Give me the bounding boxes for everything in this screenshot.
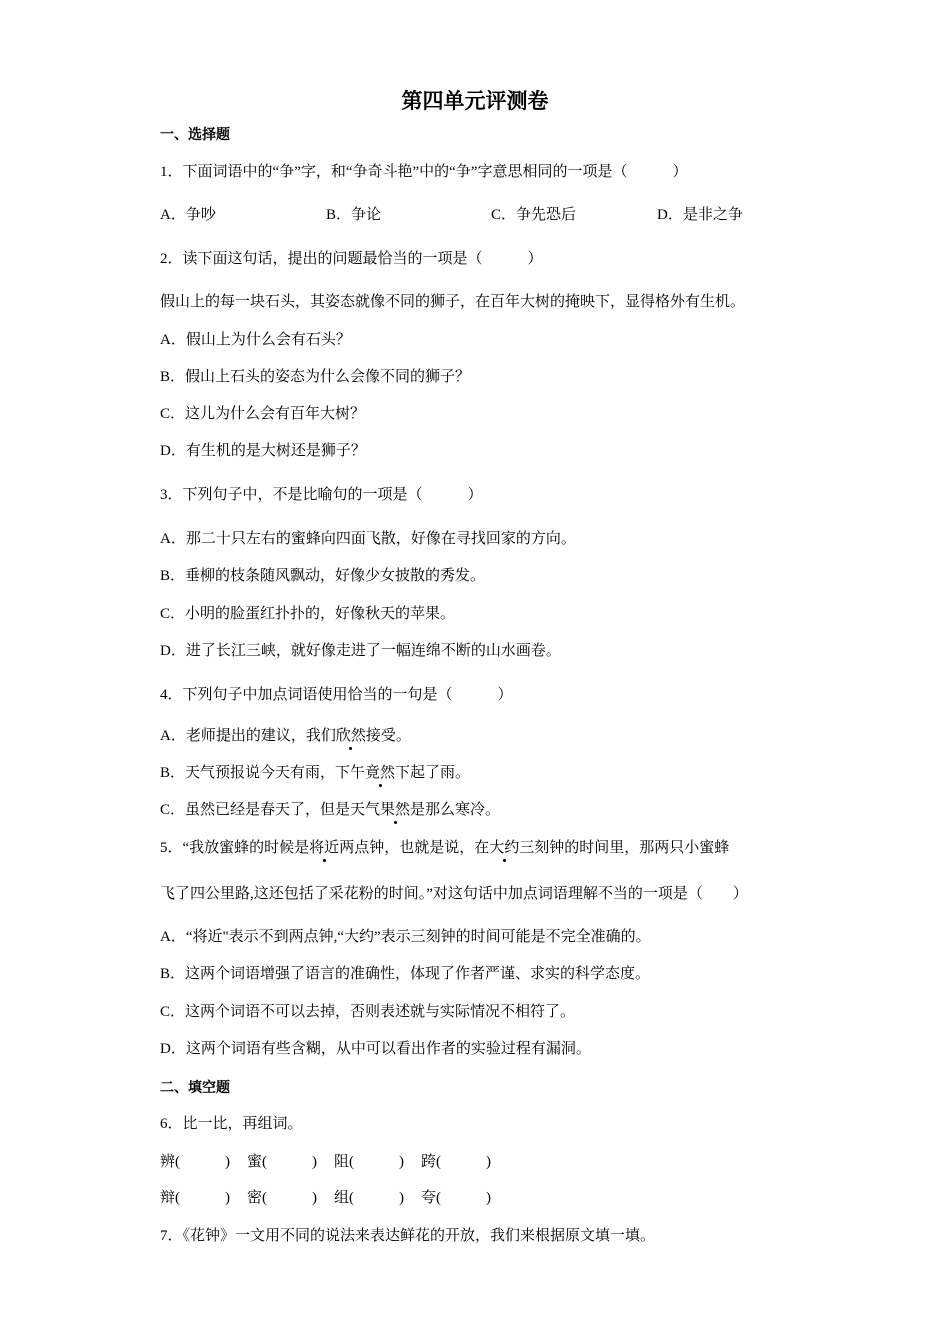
q2-option-d: D．有生机的是大树还是狮子？ [160, 443, 366, 459]
q4-b-dotted-word: 竟然 [365, 765, 396, 781]
question-5-stem-line1 [160, 838, 729, 858]
section-heading-fill: 二、填空题 [160, 1080, 230, 1096]
q4-option-c [160, 800, 500, 820]
q2-option-b: B．假山上石头的姿态为什么会像不同的狮子？ [160, 369, 471, 385]
q5-dotted-word-1: 将近 [309, 840, 340, 856]
question-7-stem: 7．《花钟》一文用不同的说法来表达鲜花的开放，我们来根据原文填一填。 [160, 1228, 656, 1244]
q6-row1-item-1: 辨( ) [160, 1154, 230, 1170]
q6-row1-item-3: 阻( ) [334, 1154, 404, 1170]
q3-option-b: B．垂柳的枝条随风飘动，好像少女披散的秀发。 [160, 568, 486, 584]
q5-text-3: 三刻钟的时间里，那两只小蜜蜂 [519, 840, 730, 856]
q1-option-a: A．争吵 [160, 207, 216, 223]
q6-row1-item-2: 蜜( ) [247, 1154, 317, 1170]
q4-b-text: B．天气预报说今天有雨，下午 [160, 765, 366, 781]
q5-dotted-word-2: 大约 [489, 840, 520, 856]
question-5-stem-line2: 飞了四公里路,这还包括了采花粉的时间。”对这句话中加点词语理解不当的一项是（ ） [160, 886, 748, 902]
q4-a-dotted-word: 欣然 [335, 728, 366, 744]
q1-option-b: B．争论 [326, 207, 382, 223]
section-heading-choice: 一、选择题 [160, 127, 230, 143]
q4-b-text-end: 下起了雨。 [395, 765, 471, 781]
question-3-stem: 3．下列句子中，不是比喻句的一项是（ ） [160, 487, 483, 503]
q6-row1-item-4: 跨( ) [421, 1154, 491, 1170]
question-2-passage: 假山上的每一块石头，其姿态就像不同的狮子，在百年大树的掩映下，显得格外有生机。 [160, 294, 746, 310]
q6-row2-item-1: 辩( ) [160, 1190, 230, 1206]
q5-text-1: 5．“我放蜜蜂的时候是 [160, 840, 310, 856]
q4-option-b [160, 763, 470, 783]
q5-option-b: B．这两个词语增强了语言的准确性，体现了作者严谨、求实的科学态度。 [160, 966, 651, 982]
question-2-stem: 2．读下面这句话，提出的问题最恰当的一项是（ ） [160, 251, 543, 267]
q2-option-a: A．假山上为什么会有石头？ [160, 332, 351, 348]
q4-c-text-end: 是那么寒冷。 [410, 802, 501, 818]
q5-option-c: C．这两个词语不可以去掉，否则表述就与实际情况不相符了。 [160, 1004, 576, 1020]
q3-option-a: A．那二十只左右的蜜蜂向四面飞散，好像在寻找回家的方向。 [160, 531, 576, 547]
q1-option-d: D．是非之争 [657, 207, 743, 223]
q3-option-c: C．小明的脸蛋红扑扑的，好像秋天的苹果。 [160, 606, 456, 622]
question-4-stem: 4．下列句子中加点词语使用恰当的一句是（ ） [160, 687, 513, 703]
question-6-stem: 6．比一比，再组词。 [160, 1116, 303, 1132]
q6-row2-item-2: 密( ) [247, 1190, 317, 1206]
q5-option-a: A．“将近"表示不到两点钟,“大约”表示三刻钟的时间可能是不完全准确的。 [160, 929, 651, 945]
question-1-stem: 1．下面词语中的“争”字，和“争奇斗艳”中的“争”字意思相同的一项是（ ） [160, 164, 688, 180]
q4-a-text-end: 接受。 [365, 728, 411, 744]
q1-option-c: C．争先恐后 [491, 207, 577, 223]
q2-option-c: C．这儿为什么会有百年大树？ [160, 406, 366, 422]
q4-c-text: C．虽然已经是春天了，但是天气 [160, 802, 381, 818]
q4-c-dotted-word: 果然 [380, 802, 411, 818]
q4-a-text: A．老师提出的建议，我们 [160, 728, 336, 744]
q4-option-a [160, 726, 411, 746]
page-title: 第四单元评测卷 [401, 89, 549, 113]
q5-text-2: 两点钟，也就是说，在 [339, 840, 490, 856]
q5-option-d: D．这两个词语有些含糊，从中可以看出作者的实验过程有漏洞。 [160, 1041, 591, 1057]
q6-row2-item-3: 组( ) [334, 1190, 404, 1206]
q6-row2-item-4: 夸( ) [421, 1190, 491, 1206]
q3-option-d: D．进了长江三峡，就好像走进了一幅连绵不断的山水画卷。 [160, 643, 561, 659]
